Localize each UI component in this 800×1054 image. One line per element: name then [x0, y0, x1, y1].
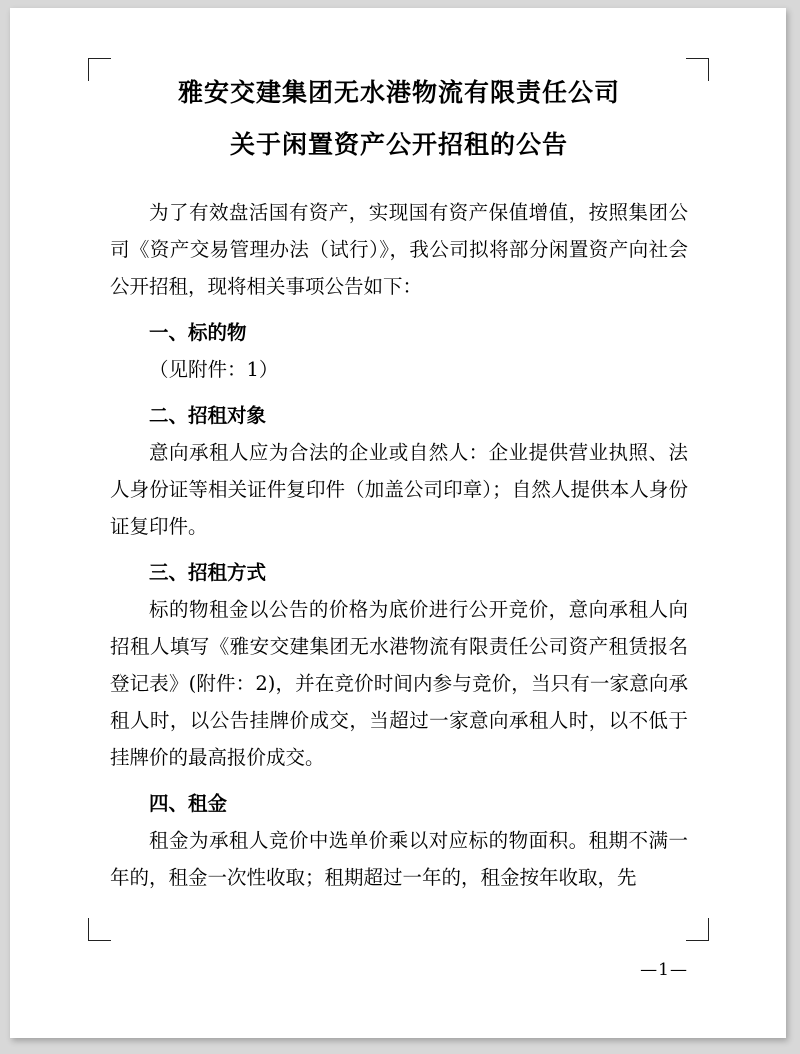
page-number: —1— [640, 960, 688, 980]
page-title-line-1: 雅安交建集团无水港物流有限责任公司 [177, 78, 620, 107]
crop-mark-top-right [686, 58, 709, 81]
crop-mark-bottom-right [686, 918, 709, 941]
crop-mark-top-left [88, 58, 111, 81]
intro-paragraph: 为了有效盘活国有资产，实现国有资产保值增值，按照集团公司《资产交易管理办法（试行）》，我公司拟将部分闲置资产向社会公开招租，现将相关事项公告如下： [110, 201, 688, 298]
section-1-paragraph-1: （见附件：1） [149, 358, 279, 381]
section-4-paragraph-1: 租金为承租人竞价中选单价乘以对应标的物面积。租期不满一年的，租金一次性收取；租期超过一年的，租金按年收取，先 [110, 829, 688, 889]
section-heading-4: 四、租金 [149, 792, 228, 815]
section-2-paragraph-1: 意向承租人应为合法的企业或自然人：企业提供营业执照、法人身份证等相关证件复印件（加盖公司印章）；自然人提供本人身份证复印件。 [110, 441, 688, 538]
section-3-paragraph-1: 标的物租金以公告的价格为底价进行公开竞价，意向承租人向招租人填写《雅安交建集团无水港物流有限责任公司资产租赁报名登记表》(附件：2)，并在竞价时间内参与竞价，当只有一家意向承租人时，以公告挂牌价成交，当超过一家意向承租人时，以不低于挂牌价的最高报价成交。 [110, 598, 688, 769]
page-title-line-2: 关于闲置资产公开招租的公告 [229, 130, 568, 159]
crop-mark-bottom-left [88, 918, 111, 941]
document-body [110, 194, 688, 896]
section-heading-1: 一、标的物 [149, 321, 247, 344]
section-heading-3: 三、招租方式 [149, 561, 267, 584]
section-heading-2: 二、招租对象 [149, 404, 267, 427]
document-page [10, 8, 786, 1038]
document-content [110, 70, 688, 898]
